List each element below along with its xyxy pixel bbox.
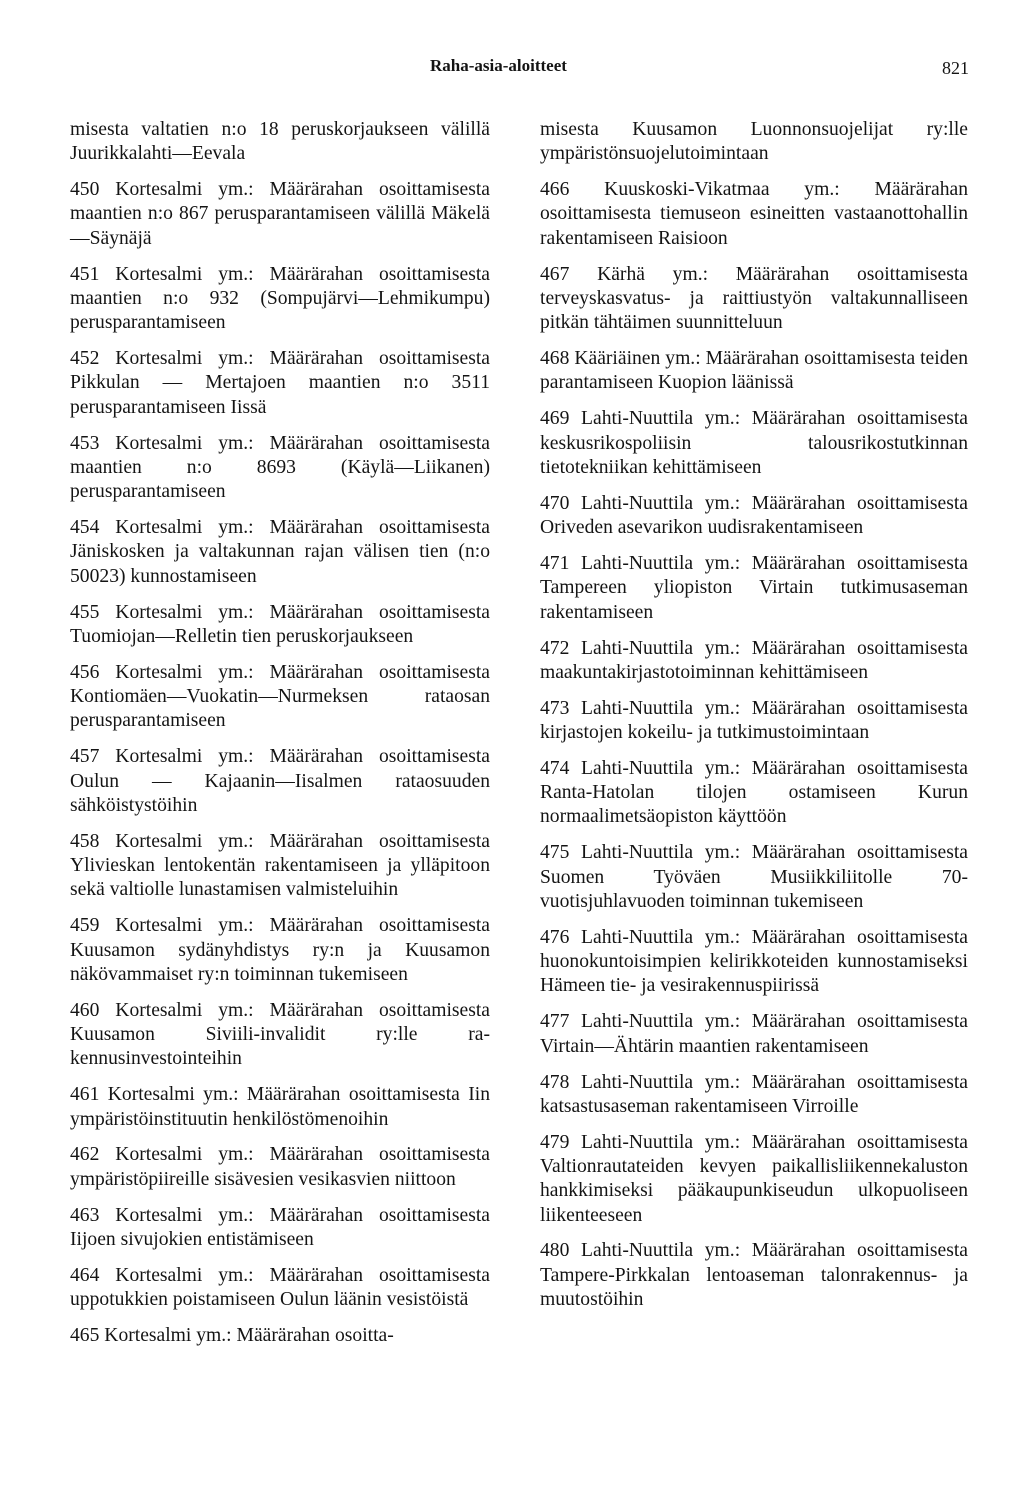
entry-453: 453 Kortesalmi ym.: Määrärahan osoittamisesta maantien n:o 8693 (Käylä—Liikanen) perusparantamiseen <box>70 432 490 503</box>
entry-476: 476 Lahti-Nuuttila ym.: Määrärahan osoittamisesta huonokuntoisimpien kelirikkoteiden kunnostamiseksi Hämeen tie- ja vesirakennuspiirissä <box>540 926 968 997</box>
entry-458: 458 Kortesalmi ym.: Määrärahan osoittamisesta Ylivieskan lentokentän rakentamiseen ja ylläpitoon sekä valtiolle lunastamisen valmisteluihin <box>70 830 490 901</box>
entry-477: 477 Lahti-Nuuttila ym.: Määrärahan osoittamisesta Virtain—Ähtärin maantien rakentamiseen <box>540 1011 968 1057</box>
entry-461: 461 Kortesalmi ym.: Määrärahan osoittamisesta Iin ympäristöinstituutin henkilöstömenoihin <box>70 1084 490 1130</box>
page-number: 821 <box>942 58 969 78</box>
entry-466: 466 Kuuskoski-Vikatmaa ym.: Määrärahan osoittamisesta tiemuseon esineitten vastaanottohallin rakentamiseen Raisioon <box>540 179 968 249</box>
entry-465: 465 Kortesalmi ym.: Määrärahan osoitta- <box>70 1324 394 1346</box>
entry-464: 464 Kortesalmi ym.: Määrärahan osoittamisesta uppotukkien poistamiseen Oulun läänin vesistöistä <box>70 1264 490 1311</box>
entry-480: 480 Lahti-Nuuttila ym.: Määrärahan osoittamisesta Tampere-Pirkkalan lentoaseman talonrakennus- ja muutostöihin <box>540 1240 968 1311</box>
entry-450: 450 Kortesalmi ym.: Määrärahan osoittamisesta maantien n:o 867 perusparantamiseen välillä Mäkelä—Säynäjä <box>70 179 490 249</box>
right-column <box>540 118 968 1312</box>
entry-470: 470 Lahti-Nuuttila ym.: Määrärahan osoittamisesta Oriveden asevarikon uudisrakentamiseen <box>540 492 968 539</box>
entry-456: 456 Kortesalmi ym.: Määrärahan osoittamisesta Kontiomäen—Vuokatin—Nurmeksen rataosan perusparantamiseen <box>70 661 490 732</box>
entry-459: 459 Kortesalmi ym.: Määrärahan osoittamisesta Kuusamon sydänyhdistys ry:n ja Kuusamon näkövammaiset ry:n toiminnan tukemiseen <box>70 915 490 985</box>
entry-463: 463 Kortesalmi ym.: Määrärahan osoittamisesta Iijoen sivujokien entistämiseen <box>70 1204 490 1250</box>
entry-465-continued: misesta Kuusamon Luonnonsuojelijat ry:lle ympäristönsuojelutoimintaan <box>540 119 968 165</box>
entry-457: 457 Kortesalmi ym.: Määrärahan osoittamisesta Oulun — Kajaanin—Iisalmen rataosuuden sähköistystöihin <box>70 746 490 816</box>
entry-460: 460 Kortesalmi ym.: Määrärahan osoittamisesta Kuusamon Siviili-invalidit ry:lle rakennusinvestointeihin <box>70 999 490 1070</box>
entry-467: 467 Kärhä ym.: Määrärahan osoittamisesta terveyskasvatus- ja raittiustyön valtakunnalliseen pitkän tähtäimen suunnitteluun <box>540 263 968 334</box>
entry-479: 479 Lahti-Nuuttila ym.: Määrärahan osoittamisesta Valtionrautateiden kevyen paikallisliikennekaluston hankkimiseksi pääkaupunkiseudun ulkopuoliseen liikenteeseen <box>540 1131 968 1226</box>
entry-475: 475 Lahti-Nuuttila ym.: Määrärahan osoittamisesta Suomen Työväen Musiikkiliitolle 70-vuotisjuhlavuoden toiminnan tukemiseen <box>540 842 968 912</box>
entry-451: 451 Kortesalmi ym.: Määrärahan osoittamisesta maantien n:o 932 (Sompujärvi—Lehmikumpu) perusparantamiseen <box>70 263 490 334</box>
entry-473: 473 Lahti-Nuuttila ym.: Määrärahan osoittamisesta kirjastojen kokeilu- ja tutkimustoimintaan <box>540 697 968 743</box>
running-title: Raha-asia-aloitteet <box>430 56 567 75</box>
entry-452: 452 Kortesalmi ym.: Määrärahan osoittamisesta Pikkulan — Mertajoen maantien n:o 3511 perusparantamiseen Iissä <box>70 348 490 418</box>
entry-478: 478 Lahti-Nuuttila ym.: Määrärahan osoittamisesta katsastusaseman rakentamiseen Virroille <box>540 1071 968 1117</box>
entry-454: 454 Kortesalmi ym.: Määrärahan osoittamisesta Jäniskosken ja valtakunnan rajan välisen tien (n:o 50023) kunnostamiseen <box>70 517 490 587</box>
entry-455: 455 Kortesalmi ym.: Määrärahan osoittamisesta Tuomiojan—Relletin tien peruskorjaukseen <box>70 601 490 647</box>
entry-469: 469 Lahti-Nuuttila ym.: Määrärahan osoittamisesta keskusrikospoliisin talousrikostutkinnan tietotekniikan kehittämiseen <box>540 408 968 478</box>
entry-449-continued: misesta valtatien n:o 18 peruskorjaukseen välillä Juurikkalahti—Eevala <box>70 119 490 165</box>
left-column <box>70 118 490 1348</box>
entry-468: 468 Kääriäinen ym.: Määrärahan osoittamisesta teiden parantamiseen Kuopion läänissä <box>540 348 968 394</box>
entry-472: 472 Lahti-Nuuttila ym.: Määrärahan osoittamisesta maakuntakirjastotoiminnan kehittämiseen <box>540 637 968 683</box>
entry-474: 474 Lahti-Nuuttila ym.: Määrärahan osoittamisesta Ranta-Hatolan tilojen ostamiseen Kurun normaalimetsäopiston käyttöön <box>540 757 968 828</box>
entry-471: 471 Lahti-Nuuttila ym.: Määrärahan osoittamisesta Tampereen yliopiston Virtain tutkimusaseman rakentamiseen <box>540 553 968 623</box>
entry-462: 462 Kortesalmi ym.: Määrärahan osoittamisesta ympäristöpiireille sisävesien vesikasvien niittoon <box>70 1144 490 1190</box>
page-header <box>0 56 1024 86</box>
